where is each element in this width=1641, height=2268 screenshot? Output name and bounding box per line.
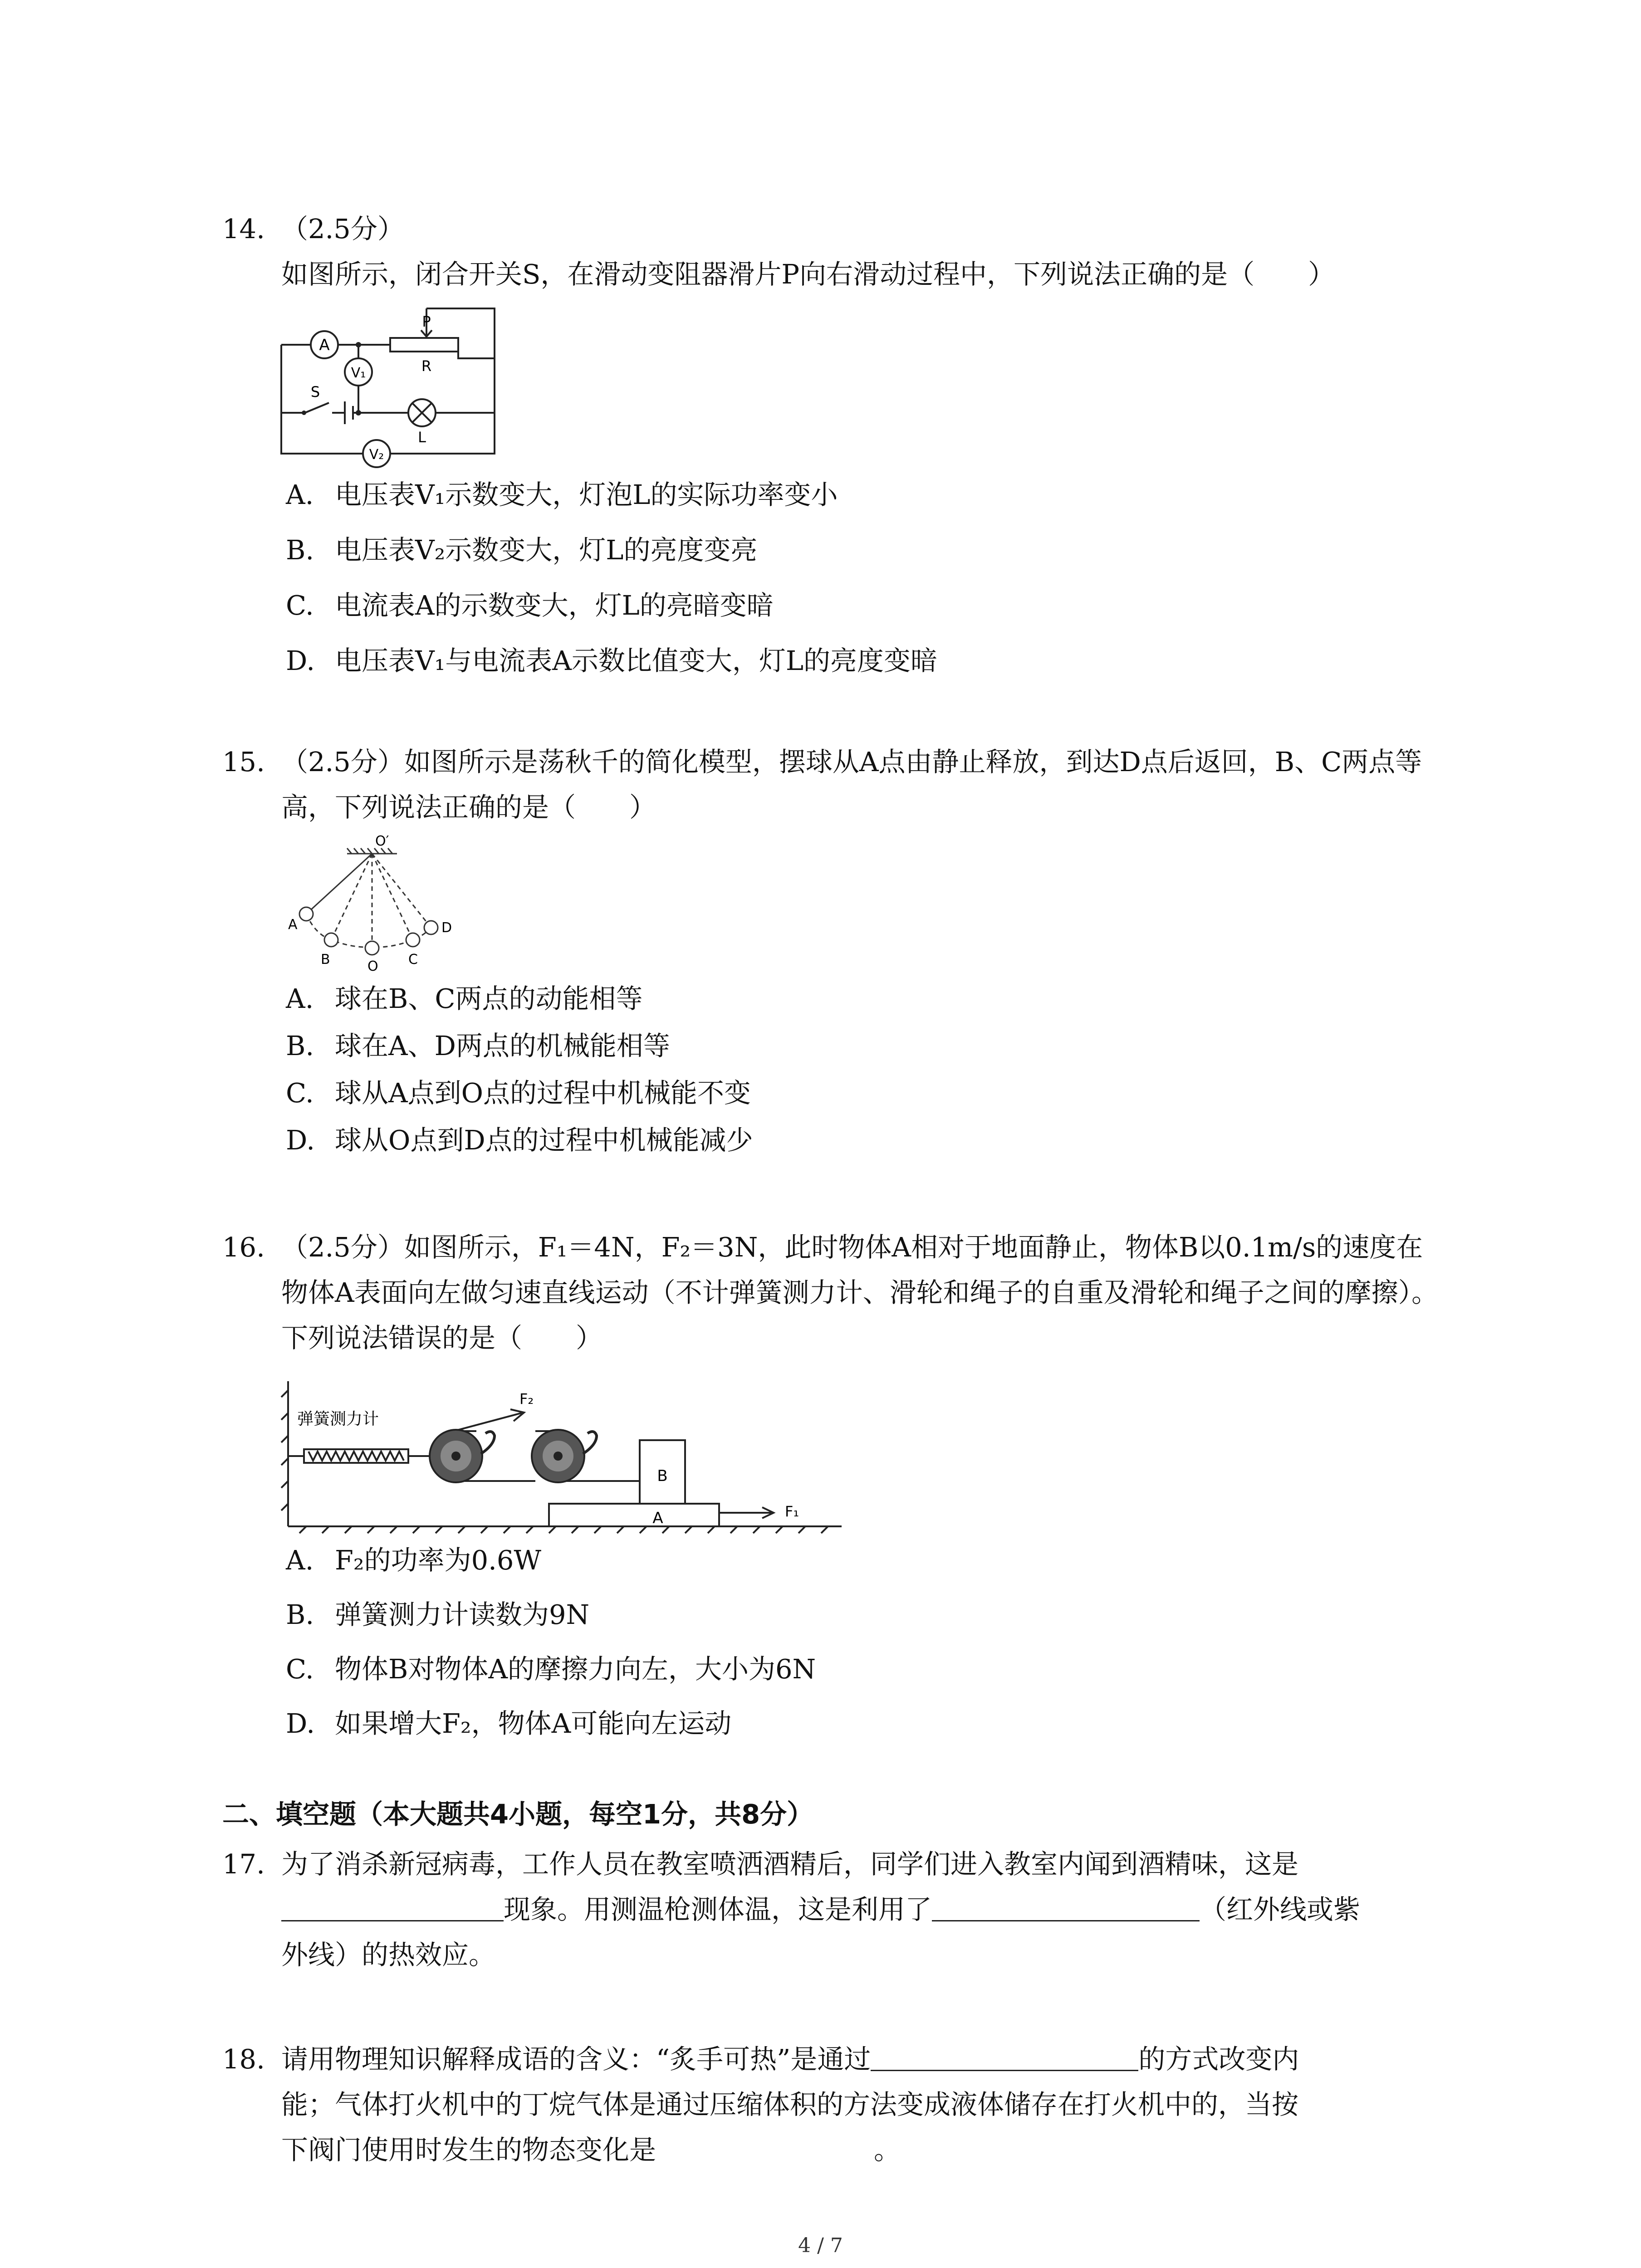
ammeter-label: A xyxy=(319,336,330,354)
option-c[interactable]: C. 物体B对物体A的摩擦力向左，大小为6N xyxy=(286,1653,816,1685)
option-a[interactable]: A. 球在B、C两点的动能相等 xyxy=(286,983,643,1014)
answer-blank-2[interactable] xyxy=(932,1894,1200,1921)
block-b-label: B xyxy=(657,1467,668,1485)
option-d[interactable]: D. 电压表V₁与电流表A示数比值变大，灯L的亮度变暗 xyxy=(286,645,938,676)
question-text: 为了消杀新冠病毒，工作人员在教室喷洒酒精后，同学们进入教室内闻到酒精味，这是 现象。用测温枪测体温，这是利用了 （红外线或紫 外线）的热效应。 xyxy=(281,1848,1361,1970)
answer-blank-2[interactable] xyxy=(656,2133,874,2159)
circuit-diagram xyxy=(272,304,508,467)
options-16 xyxy=(286,1533,816,1751)
slider-p-label: P xyxy=(422,313,431,330)
question-number: 16. xyxy=(222,1232,265,1263)
section-heading: 二、填空题（本大题共4小题，每空1分，共8分） xyxy=(222,1799,814,1830)
question-16 xyxy=(222,1225,1447,1361)
hook-icon xyxy=(481,1432,495,1454)
point-a-label: A xyxy=(288,917,298,933)
question-number: 14. xyxy=(222,213,265,244)
page-number: 4 / 7 xyxy=(798,2234,843,2257)
lamp-l-label: L xyxy=(418,429,426,446)
point-b-label: B xyxy=(321,952,330,968)
question-text: （2.5分）如图所示，闭合开关S，在滑动变阻器滑片P向右滑动过程中，下列说法正确的是（ ） xyxy=(281,213,1335,290)
point-o-label: O xyxy=(367,958,378,974)
options-15 xyxy=(286,975,753,1164)
option-a[interactable]: A. 电压表V₁示数变大，灯泡L的实际功率变小 xyxy=(286,479,838,510)
v2-label: V₂ xyxy=(369,447,384,463)
option-b[interactable]: B. 电压表V₂示数变大，灯L的亮度变亮 xyxy=(286,534,758,566)
question-18 xyxy=(222,2037,1447,2173)
option-a[interactable]: A. F₂的功率为0.6W xyxy=(286,1545,542,1576)
question-number: 17. xyxy=(222,1848,265,1880)
options-14 xyxy=(286,467,937,689)
pulley-diagram xyxy=(281,1377,848,1531)
option-d[interactable]: D. 球从O点到D点的过程中机械能减少 xyxy=(286,1124,753,1156)
point-c-label: C xyxy=(408,952,418,968)
option-d[interactable]: D. 如果增大F₂，物体A可能向左运动 xyxy=(286,1708,732,1739)
hook-icon xyxy=(583,1432,597,1454)
block-a-label: A xyxy=(652,1509,663,1527)
answer-blank-1[interactable] xyxy=(871,2043,1138,2071)
question-text: （2.5分）如图所示是荡秋千的简化模型，摆球从A点由静止释放，到达D点后返回，B、C两点等高，下列说法正确的是（ ） xyxy=(281,746,1422,823)
option-b[interactable]: B. 弹簧测力计读数为9N xyxy=(286,1599,590,1630)
question-15 xyxy=(222,739,1447,830)
option-c[interactable]: C. 球从A点到O点的过程中机械能不变 xyxy=(286,1077,751,1109)
option-b[interactable]: B. 球在A、D两点的机械能相等 xyxy=(286,1030,670,1061)
question-text: （2.5分）如图所示，F₁＝4N，F₂＝3N，此时物体A相对于地面静止，物体B以0.1m/s的速度在物体A表面向左做匀速直线运动（不计弹簧测力计、滑轮和绳子的自重及滑轮和绳子之间的摩擦）。下列说法错误的是（ ） xyxy=(281,1232,1439,1354)
v1-label: V₁ xyxy=(351,365,366,381)
force-f2-label: F₂ xyxy=(519,1390,534,1408)
answer-blank-1[interactable] xyxy=(281,1894,504,1921)
question-text: 请用物理知识解释成语的含义：“炙手可热”是通过 的方式改变内 能；气体打火机中的丁烷气体是通过压缩体积的方法变成液体储存在打火机中的，当按 下阀门使用时发生的物态变化是 。 xyxy=(281,2043,1299,2165)
option-c[interactable]: C. 电流表A的示数变大，灯L的亮暗变暗 xyxy=(286,590,774,621)
question-number: 18. xyxy=(222,2043,265,2075)
pivot-label: O′ xyxy=(375,833,389,849)
pendulum-diagram xyxy=(279,833,470,974)
force-f1-label: F₁ xyxy=(785,1503,799,1520)
question-17 xyxy=(222,1842,1447,1978)
spring-scale-label: 弹簧测力计 xyxy=(297,1410,379,1428)
rheostat-r-label: R xyxy=(421,357,432,375)
switch-s-label: S xyxy=(310,383,320,401)
question-14 xyxy=(222,206,1447,297)
question-number: 15. xyxy=(222,746,265,777)
point-d-label: D xyxy=(441,920,452,936)
